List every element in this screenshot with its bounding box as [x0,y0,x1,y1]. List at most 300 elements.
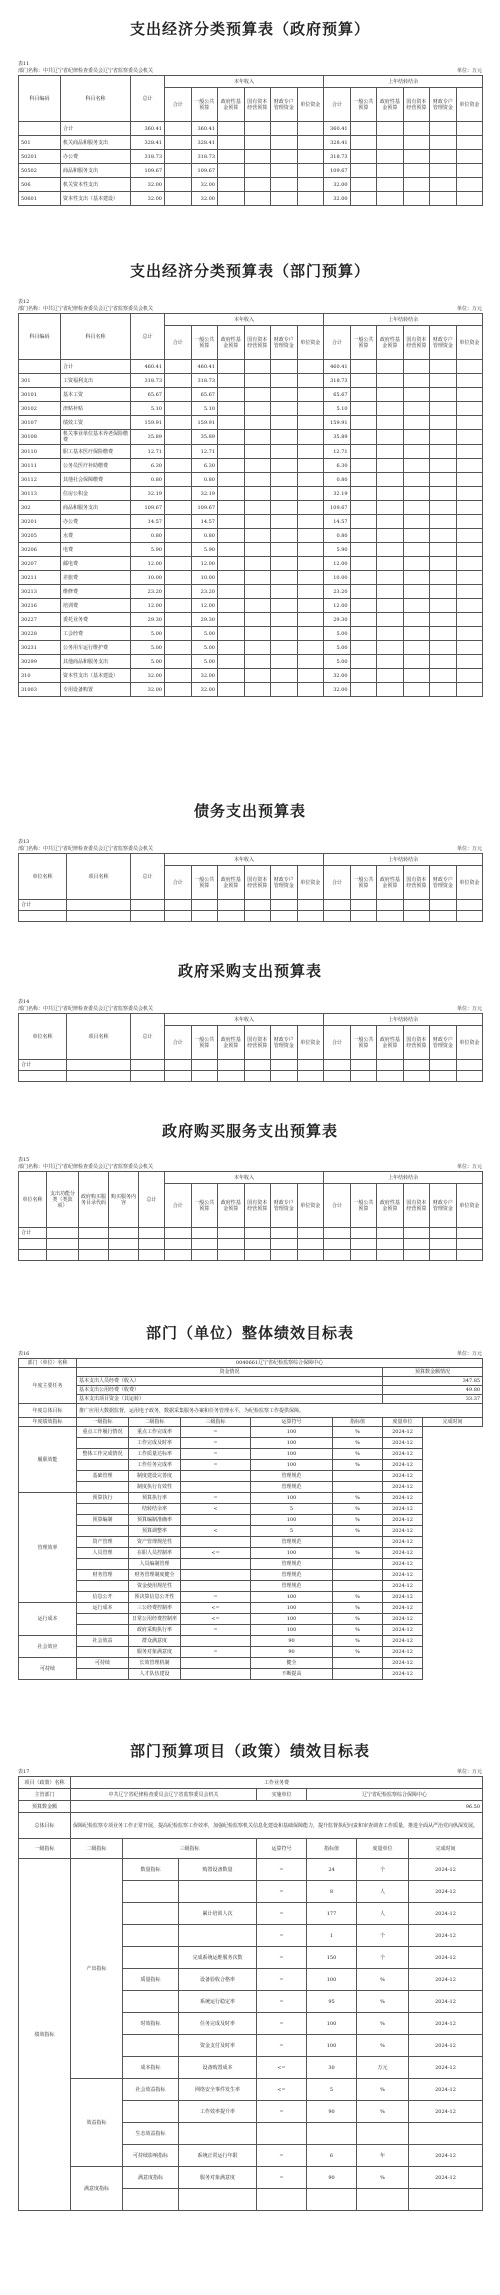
table-cell [456,641,483,655]
table-cell [403,178,430,192]
row-code: 30231 [19,641,61,655]
ind-date: 2024-12 [409,2057,483,2079]
table-cell [377,641,404,655]
table-cell [377,571,404,585]
ind-level3: 重点工作完成率 [129,1427,181,1438]
table-cell [377,136,404,150]
ind-unit: % [333,1449,383,1460]
ind-value: 100 [251,1493,333,1504]
table-cell [350,473,377,487]
table-cell [377,445,404,459]
table-cell [456,571,483,585]
header-current-income: 本年收入 [165,76,324,88]
header-sub: 合计 [324,88,351,122]
ind-unit: % [333,1592,383,1603]
row-general-budget: 109.67 [191,164,218,178]
fund-row-value: 33.37 [383,1395,483,1404]
ind-date: 2024-12 [383,1603,423,1614]
row-name: 职工基本医疗保险缴费 [61,445,131,459]
table-cell [271,599,298,613]
table-row [19,627,483,641]
table-row [19,178,483,192]
table-cell [218,459,245,473]
table-row [19,1060,483,1071]
table-cell [271,136,298,150]
ind-level1: 绩效指标 [19,1859,71,2211]
ind-head: 指标值 [333,1418,383,1427]
row-total: 0.80 [131,473,165,487]
unit-name: 部门名称：中共辽宁省纪律检查委员会辽宁省监察委员会机关 [18,306,154,312]
row-name: 维修费 [61,585,131,599]
ind-level3: 工作质量达标率 [129,1449,181,1460]
table-cell [271,360,298,374]
ind-level3: 资金支付及时率 [179,2035,257,2057]
table-row [19,487,483,501]
currency-unit: 单位：万元 [456,1769,482,1775]
header-sub: 国有资本经营预算 [244,326,271,360]
row-unit-fund: 360.41 [324,122,351,136]
table-cell [456,150,483,164]
currency-unit: 单位：万元 [456,1164,482,1170]
ind-date: 2024-12 [383,1537,423,1548]
ind-value: 30 [307,2057,357,2079]
ind-date: 2024-12 [383,1570,423,1581]
row-unit-fund: 159.91 [324,416,351,430]
row-unit-fund: 460.41 [324,360,351,374]
table-cell [271,430,298,445]
table-cell [350,515,377,529]
row-name: 水费 [61,529,131,543]
ind-value: 90 [251,1636,333,1647]
table-cell [271,388,298,402]
header-sub: 一般公共预算 [191,88,218,122]
row-sum [165,641,192,655]
table-row [19,911,483,922]
ind-unit: % [357,2101,409,2123]
row-code: 302 [19,501,61,515]
table-cell [218,445,245,459]
header-sub: 国有资本经营预算 [244,1184,271,1228]
ind-operator: <= [181,1548,251,1559]
ind-value: 150 [307,1947,357,1969]
ind-level2: 生态效益指标 [123,2123,179,2145]
ind-level3: 预算执行率 [129,1493,181,1504]
ind-operator: = [181,1460,251,1471]
ind-value: 100 [251,1438,333,1449]
row-general-budget: 14.57 [191,515,218,529]
ind-level2 [77,1647,129,1658]
ind-unit: % [333,1625,383,1636]
table-cell [377,557,404,571]
table-cell [403,416,430,430]
ind-head: 完成时间 [409,1839,483,1859]
ind-operator: <= [257,2079,307,2101]
table-cell [350,360,377,374]
ind-operator: < [181,1526,251,1537]
table-row [19,1482,483,1493]
table-cell [403,122,430,136]
table-cell [430,571,457,585]
header-catalog-code: 政府购买服务目录代码 [79,1172,109,1228]
table-row [19,150,483,164]
table-cell [350,122,377,136]
value-project-name: 工作业务费 [71,1777,483,1789]
ind-date: 2024-12 [383,1526,423,1537]
header-sub: 合计 [324,326,351,360]
table-cell [350,150,377,164]
table-cell [218,150,245,164]
table-cell [271,655,298,669]
table-row [19,2079,483,2101]
ind-date: 2024-12 [409,1991,483,2013]
header-sub: 一般公共预算 [191,326,218,360]
section-title: 支出经济分类预算表（政府预算） [129,20,370,38]
section-7 [0,1740,500,2211]
ind-level3 [179,1881,257,1903]
row-total: 109.67 [131,501,165,515]
table-cell [218,178,245,192]
table-cell [271,529,298,543]
table-cell [403,683,430,697]
table-cell [430,543,457,557]
row-general-budget: 6.30 [191,459,218,473]
ind-date: 2024-12 [409,2101,483,2123]
ind-date: 2024-12 [409,1881,483,1903]
ind-unit: % [333,1427,383,1438]
header-sub: 财政专户管理资金 [430,1184,457,1228]
ind-level3: 设备验收合格率 [179,1969,257,1991]
table-cell [403,445,430,459]
ind-level1: 可持续 [19,1658,77,1680]
ind-date: 2024-12 [383,1625,423,1636]
table-cell [456,585,483,599]
row-total: 5.00 [131,655,165,669]
table-cell [430,445,457,459]
ind-date: 2024-12 [409,1925,483,1947]
table-cell [218,360,245,374]
table-row [19,473,483,487]
table-cell [218,683,245,697]
value-dept: 中共辽宁省纪律检查委员会辽宁省监察委员会机关 [71,1789,257,1801]
table-cell [244,557,271,571]
table-cell [403,613,430,627]
header-current-income: 本年收入 [165,1172,324,1184]
ind-value: 95 [307,1991,357,2013]
header-sub: 一般公共预算 [350,1026,377,1060]
table-cell [377,669,404,683]
row-code: 30110 [19,445,61,459]
unit-line [0,1351,500,1358]
row-unit-fund: 12.71 [324,445,351,459]
ind-date: 2024-12 [383,1493,423,1504]
table-cell [456,136,483,150]
table-cell [456,192,483,206]
table-cell [244,136,271,150]
table-cell [271,557,298,571]
ind-level2 [123,2189,179,2211]
row-name: 工资福利支出 [61,374,131,388]
header-sub: 合计 [324,1184,351,1228]
ind-head: 一级指标 [19,1839,71,1859]
ind-unit: % [357,2035,409,2057]
table-cell [244,164,271,178]
row-code: 30111 [19,459,61,473]
table-cell [350,192,377,206]
row-sum [165,585,192,599]
row-code: 30211 [19,571,61,585]
ind-head: 度量单位 [383,1418,423,1427]
table-cell [456,445,483,459]
header-total: 总计 [131,76,165,122]
table-cell [271,487,298,501]
table-row [19,1493,483,1504]
ind-operator: = [257,2167,307,2189]
table-cell [297,374,324,388]
ind-level2: 财务管理 [77,1570,129,1581]
ind-level2 [77,1559,129,1570]
header-total: 总计 [131,854,165,900]
header-sub: 国有资本经营预算 [403,326,430,360]
table-cell [403,388,430,402]
header-sub: 一般公共预算 [350,326,377,360]
row-code: 501 [19,136,61,150]
header-sub: 国有资本经营预算 [403,1184,430,1228]
header-sub: 政府性基金预算 [218,866,245,900]
ind-unit: 人 [357,1881,409,1903]
table-cell [218,136,245,150]
ind-level2 [77,1460,129,1471]
ind-value: 6 [307,2145,357,2167]
table-cell [244,655,271,669]
row-unit-fund: 32.00 [324,192,351,206]
table-cell [271,585,298,599]
row-total: 12.00 [131,599,165,613]
ind-unit [357,2123,409,2145]
row-code: 30228 [19,627,61,641]
table-cell [430,150,457,164]
row-unit-fund: 0.80 [324,473,351,487]
ind-unit: % [333,1493,383,1504]
ind-date: 2024-12 [383,1471,423,1482]
row-code: 30107 [19,416,61,430]
ind-level3: 设备购置成本 [179,2057,257,2079]
ind-value: 100 [251,1548,333,1559]
ind-date: 2024-12 [409,2035,483,2057]
table-cell [271,501,298,515]
ind-value [307,2123,357,2145]
table-row [19,1239,483,1250]
header-sub: 财政专户管理资金 [271,1026,298,1060]
row-name: 培训费 [61,599,131,613]
form-number: 表11 [18,61,30,67]
table-cell [244,613,271,627]
row-name: 办公费 [61,150,131,164]
ind-date: 2024-12 [409,2167,483,2189]
header-total: 总计 [131,1014,165,1060]
row-unit-fund: 32.00 [324,178,351,192]
table-cell [456,178,483,192]
table-cell [403,655,430,669]
header-sub: 单位资金 [297,866,324,900]
ind-operator: = [257,1859,307,1881]
row-name: 机关资本性支出 [61,178,131,192]
header-current-income: 本年收入 [165,854,324,866]
header-sub: 合计 [165,88,192,122]
table-cell [218,402,245,416]
header-function: 支出功能分类（类款项） [47,1172,79,1228]
ind-head: 度量单位 [357,1839,409,1859]
table-cell [244,683,271,697]
ind-level2 [77,1614,129,1625]
header-sub: 财政专户管理资金 [430,866,457,900]
ind-head: 二级指标 [129,1418,181,1427]
table-cell [430,585,457,599]
row-code: 30207 [19,557,61,571]
ind-value: 8 [307,1881,357,1903]
table-cell [403,164,430,178]
row-total: 35.89 [131,430,165,445]
table-row [19,515,483,529]
table-cell [297,641,324,655]
row-name: 机关商品和服务支出 [61,136,131,150]
ind-operator [181,1570,251,1581]
row-name: 电费 [61,543,131,557]
table-cell [456,683,483,697]
table-row [19,402,483,416]
table-row [19,655,483,669]
table-cell [350,641,377,655]
row-name: 津贴补贴 [61,402,131,416]
table-cell [297,515,324,529]
row-total: 65.67 [131,388,165,402]
ind-operator: < [181,1504,251,1515]
ind-head: 运算符号 [251,1418,333,1427]
ind-operator: = [181,1427,251,1438]
ind-level2: 社会效益指标 [123,2079,179,2101]
section-4 [0,960,500,1082]
ind-date: 2024-12 [409,2145,483,2167]
header-sub: 一般公共预算 [191,1026,218,1060]
ind-head: 完成时间 [423,1418,483,1427]
ind-level3: 预算编制准确率 [129,1515,181,1526]
table-cell [218,655,245,669]
header-sub: 单位资金 [456,1026,483,1060]
ind-value: 管理规范 [251,1482,333,1493]
row-general-budget: 12.00 [191,557,218,571]
ind-head: 二级指标 [71,1839,123,1859]
table-row [19,122,483,136]
ind-level3: 人才队伍建设 [129,1669,181,1680]
section-title: 支出经济分类预算表（部门预算） [129,262,370,280]
ind-unit [333,1658,383,1669]
header-sub: 单位资金 [297,1026,324,1060]
row-total: 5.90 [131,543,165,557]
ind-level3: 群众满意度 [129,1636,181,1647]
form-number: 表14 [18,999,30,1005]
header-prior-balance: 上年结转结余 [324,1014,483,1026]
header-total: 总计 [131,314,165,360]
label-fund: 预算数金额 [19,1801,71,1813]
ind-value: 100 [251,1449,333,1460]
table-cell [456,613,483,627]
row-total: 328.41 [131,136,165,150]
ind-operator: = [181,1647,251,1658]
ind-operator [181,1471,251,1482]
row-sum [165,529,192,543]
ind-level2: 成本指标 [123,2057,179,2079]
ind-level3: 资金使用规范性 [129,1581,181,1592]
header-project: 项目名称 [67,854,131,900]
ind-unit: % [333,1636,383,1647]
row-total: 32.00 [131,192,165,206]
row-code: 30201 [19,515,61,529]
ind-date: 2024-12 [383,1581,423,1592]
table-cell [377,501,404,515]
row-total: 32.19 [131,487,165,501]
ind-head: 一级指标 [77,1418,129,1427]
table-cell [297,192,324,206]
ind-value: 100 [251,1460,333,1471]
row-total: 5.00 [131,627,165,641]
row-sum [165,122,192,136]
row-general-budget: 5.00 [191,641,218,655]
ind-date: 2024-12 [383,1460,423,1471]
table-cell [350,164,377,178]
ind-date [409,2123,483,2145]
ind-level3: 系统运行稳定率 [179,1991,257,2013]
table-cell [350,669,377,683]
header-sub: 政府性基金预算 [377,1184,404,1228]
table-cell [297,402,324,416]
header-sub: 单位资金 [297,88,324,122]
row-general-budget: 109.67 [191,501,218,515]
table-cell [456,627,483,641]
table-cell [218,416,245,430]
table-row [19,1537,483,1548]
ind-unit [333,1581,383,1592]
table-cell [218,599,245,613]
row-total: 32.00 [131,683,165,697]
dept-economic-classification-table [18,313,483,697]
value-fund: 96.50 [71,1801,483,1813]
label-overall-target: 总体目标 [19,1813,71,1839]
form-number: 表16 [18,1351,30,1357]
ind-level2: 时效指标 [123,2013,179,2035]
table-cell [244,529,271,543]
ind-level3 [179,2123,257,2145]
ind-operator: = [257,2035,307,2057]
row-unit-fund: 35.89 [324,430,351,445]
header-sub: 一般公共预算 [191,1184,218,1228]
row-sum [165,501,192,515]
row-general-budget: 159.91 [191,416,218,430]
row-code: 30112 [19,473,61,487]
ind-unit: % [333,1647,383,1658]
row-code: 30113 [19,487,61,501]
row-total: 109.67 [131,164,165,178]
ind-level2: 预算执行 [77,1493,129,1504]
table-cell [377,515,404,529]
ind-operator [181,1636,251,1647]
total-label: 合计 [19,1060,67,1071]
row-unit-fund: 12.00 [324,557,351,571]
row-unit-fund: 23.20 [324,585,351,599]
table-cell [297,543,324,557]
table-cell [271,459,298,473]
ind-unit [333,1669,383,1680]
table-cell [218,501,245,515]
ind-value: 不断提高 [251,1669,333,1680]
